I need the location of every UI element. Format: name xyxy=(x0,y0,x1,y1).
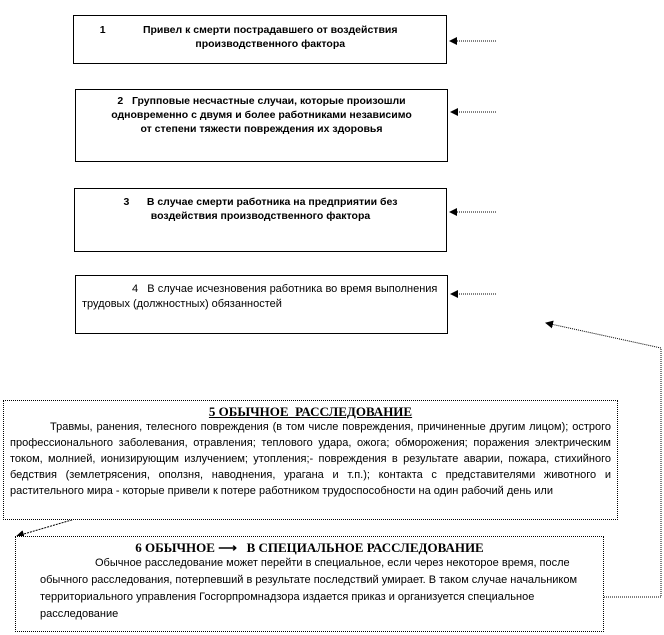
box-text: В случае исчезновения работника во время выполнения трудовых (должностных) обязанностей xyxy=(82,283,438,310)
arrow-right-icon: ⟶ xyxy=(218,540,237,555)
box-text: В случае смерти работника на предприятии без воздействия производственного фактора xyxy=(146,196,398,222)
arrow-5-to-6 xyxy=(17,519,75,536)
box-number: 3 xyxy=(123,196,130,208)
box-3 xyxy=(74,188,447,252)
box-2 xyxy=(75,89,448,162)
box-5-ordinary-investigation xyxy=(3,400,618,520)
box-text: Привел к смерти пострадавшего от воздействия производственного фактора xyxy=(142,24,398,50)
box-6-text: Обычное расследование может перейти в специальное, если через некоторое время, после обычного расследования, потерпевший в результате последствий умирает. В таком случае начальником территориального управления Госгорпромнадзора издается приказ и организуется специальное расследование xyxy=(40,557,578,620)
box-5-text: Травмы, ранения, телесного повреждения (в том числе повреждения, причиненные другим лицом); острого профессионального заболевания, отравления; теплового удара, ожога; обморожения; поражения электрическим током, молнией, ионизирующим излучением; утопления;- повреждения в результате аварии, пожара, стихийного бедствия (землетрясения, оползня, наводнения, урагана и т.п.); контакта с представителями животного и растительного мира - которые привели к потере работником трудоспособности на один рабочий день или xyxy=(10,421,611,497)
title-right: В СПЕЦИАЛЬНОЕ РАССЛЕДОВАНИЕ xyxy=(246,540,484,555)
box-4 xyxy=(75,275,448,334)
box-number: 2 xyxy=(117,95,124,107)
box-5-title: 5 ОБЫЧНОЕ РАССЛЕДОВАНИЕ xyxy=(208,404,413,419)
box-number: 1 xyxy=(99,24,106,36)
box-number: 4 xyxy=(132,283,139,295)
title-left: 6 ОБЫЧНОЕ xyxy=(135,540,215,555)
box-text: Групповые несчастные случаи, которые произошли одновременно с двумя и более работниками независимо от степени тяжести повреждения их здоровья xyxy=(111,95,412,135)
box-6-special-investigation xyxy=(15,536,604,632)
box-6-title xyxy=(16,541,603,555)
box-1 xyxy=(73,15,447,64)
